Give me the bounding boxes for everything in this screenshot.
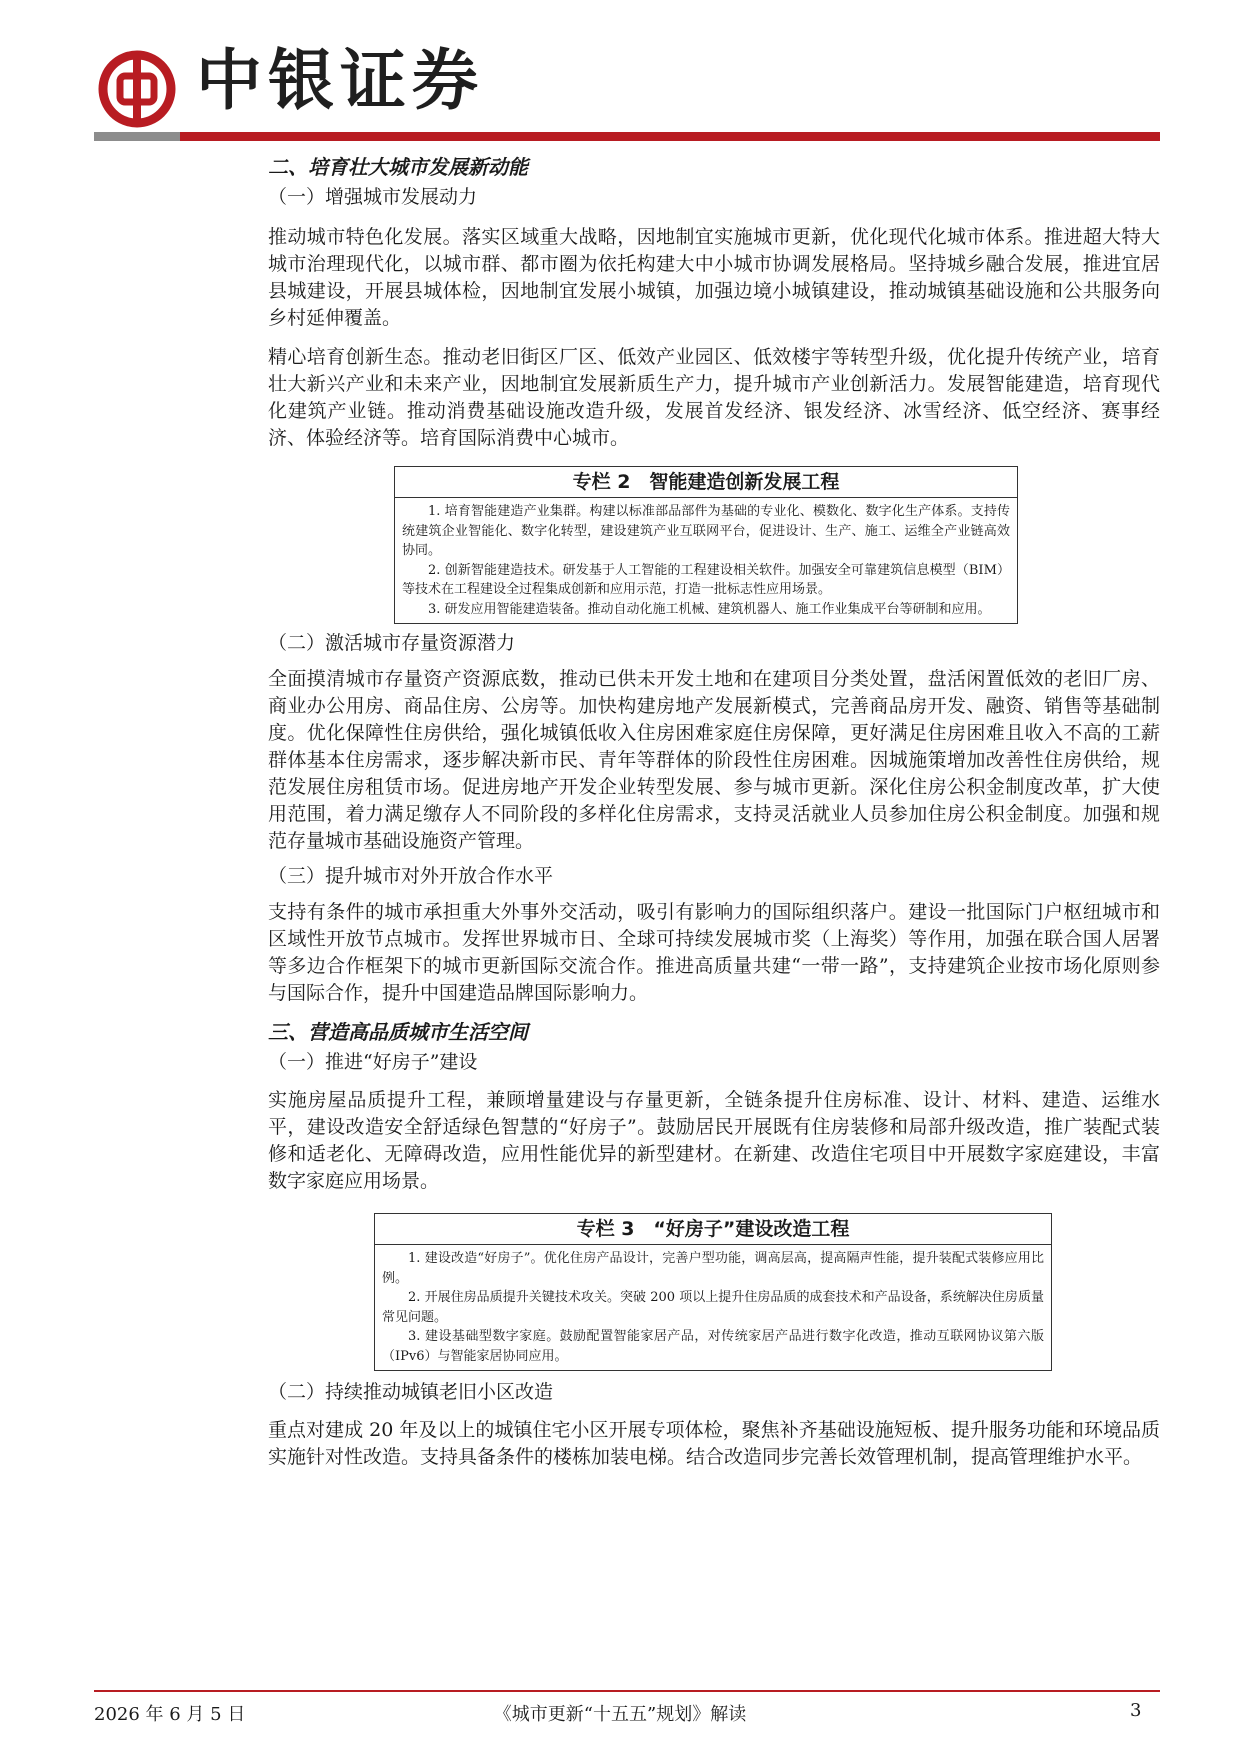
box-item: 1. 建设改造“好房子”。优化住房产品设计，完善户型功能，调高层高，提高隔声性能，提升装配式装修应用比例。 <box>382 1251 1044 1286</box>
subsection-heading: （二）持续推动城镇老旧小区改造 <box>268 1381 554 1403</box>
box-item: 3. 建设基础型数字家庭。鼓励配置智能家居产品，对传统家居产品进行数字化改造，推动互联网协议第六版（IPv6）与智能家居协同应用。 <box>382 1329 1044 1364</box>
paragraph: 推动城市特色化发展。落实区域重大战略，因地制宜实施城市更新，优化现代化城市体系。推进超大特大城市治理现代化，以城市群、都市圈为依托构建大中小城市协调发展格局。坚持城乡融合发展，推进宜居县城建设，开展县城体检，因地制宜发展小城镇，加强边境小城镇建设，推动城镇基础设施和公共服务向乡村延伸覆盖。 <box>268 226 1160 329</box>
section-heading: 三、营造高品质城市生活空间 <box>268 1020 528 1044</box>
box-title: 专栏 3 “好房子”建设改造工程 <box>375 1214 1051 1245</box>
boc-logo-icon <box>98 50 176 128</box>
box-item: 2. 开展住房品质提升关键技术攻关。突破 200 项以上提升住房品质的成套技术和产品设备，系统解决住房质量常见问题。 <box>382 1290 1044 1325</box>
subsection-heading: （一）增强城市发展动力 <box>268 186 478 208</box>
sidebar-box-3 <box>374 1213 1052 1371</box>
brand-name: 中银证券 <box>196 42 484 119</box>
footer-date: 2026 年 6 月 5 日 <box>94 1704 246 1725</box>
header-divider-red <box>180 132 1160 141</box>
footer-divider <box>94 1690 1160 1692</box>
paragraph: 实施房屋品质提升工程，兼顾增量建设与存量更新，全链条提升住房标准、设计、材料、建造、运维水平，建设改造安全舒适绿色智慧的“好房子”。鼓励居民开展既有住房装修和局部升级改造，推广装配式装修和适老化、无障碍改造，应用性能优异的新型建材。在新建、改造住宅项目中开展数字家庭建设，丰富数字家庭应用场景。 <box>268 1089 1160 1192</box>
page-number: 3 <box>1130 1700 1142 1721</box>
page-header <box>0 0 1240 150</box>
paragraph: 重点对建成 20 年及以上的城镇住宅小区开展专项体检，聚焦补齐基础设施短板、提升服务功能和环境品质实施针对性改造。支持具备条件的楼栋加装电梯。结合改造同步完善长效管理机制，提高管理维护水平。 <box>268 1419 1160 1468</box>
subsection-heading: （二）激活城市存量资源潜力 <box>268 632 516 654</box>
footer-title: 《城市更新“十五五”规划》解读 <box>493 1704 747 1725</box>
header-divider-gray <box>94 132 180 141</box>
subsection-heading: （三）提升城市对外开放合作水平 <box>268 865 554 887</box>
paragraph: 支持有条件的城市承担重大外事外交活动，吸引有影响力的国际组织落户。建设一批国际门户枢纽城市和区域性开放节点城市。发挥世界城市日、全球可持续发展城市奖（上海奖）等作用，加强在联合国人居署等多边合作框架下的城市更新国际交流合作。推进高质量共建“一带一路”，支持建筑企业按市场化原则参与国际合作，提升中国建造品牌国际影响力。 <box>268 901 1160 1004</box>
box-title: 专栏 2 智能建造创新发展工程 <box>395 467 1017 498</box>
box-body <box>375 1245 1051 1370</box>
box-item: 2. 创新智能建造技术。研发基于人工智能的工程建设相关软件。加强安全可靠建筑信息模型（BIM）等技术在工程建设全过程集成创新和应用示范，打造一批标志性应用场景。 <box>402 562 1010 597</box>
paragraph: 精心培育创新生态。推动老旧街区厂区、低效产业园区、低效楼宇等转型升级，优化提升传统产业，培育壮大新兴产业和未来产业，因地制宜发展新质生产力，提升城市产业创新活力。发展智能建造，培育现代化建筑产业链。推动消费基础设施改造升级，发展首发经济、银发经济、冰雪经济、低空经济、赛事经济、体验经济等。培育国际消费中心城市。 <box>268 346 1160 449</box>
box-item: 1. 培育智能建造产业集群。构建以标准部品部件为基础的专业化、模数化、数字化生产体系。支持传统建筑企业智能化、数字化转型，建设建筑产业互联网平台，促进设计、生产、施工、运维全产业链高效协同。 <box>402 504 1010 558</box>
subsection-heading: （一）推进“好房子”建设 <box>268 1051 478 1073</box>
box-body <box>395 498 1017 623</box>
box-item: 3. 研发应用智能建造装备。推动自动化施工机械、建筑机器人、施工作业集成平台等研制和应用。 <box>428 601 991 617</box>
paragraph: 全面摸清城市存量资产资源底数，推动已供未开发土地和在建项目分类处置，盘活闲置低效的老旧厂房、商业办公用房、商品住房、公房等。加快构建房地产发展新模式，完善商品房开发、融资、销售等基础制度。优化保障性住房供给，强化城镇低收入住房困难家庭住房保障，更好满足住房困难且收入不高的工薪群体基本住房需求，逐步解决新市民、青年等群体的阶段性住房困难。因城施策增加改善性住房供给，规范发展住房租赁市场。促进房地产开发企业转型发展、参与城市更新。深化住房公积金制度改革，扩大使用范围，着力满足缴存人不同阶段的多样化住房需求，支持灵活就业人员参加住房公积金制度。加强和规范存量城市基础设施资产管理。 <box>268 668 1160 852</box>
sidebar-box-2 <box>394 466 1018 624</box>
document-body <box>268 150 1160 1471</box>
section-heading: 二、培育壮大城市发展新动能 <box>268 155 528 179</box>
